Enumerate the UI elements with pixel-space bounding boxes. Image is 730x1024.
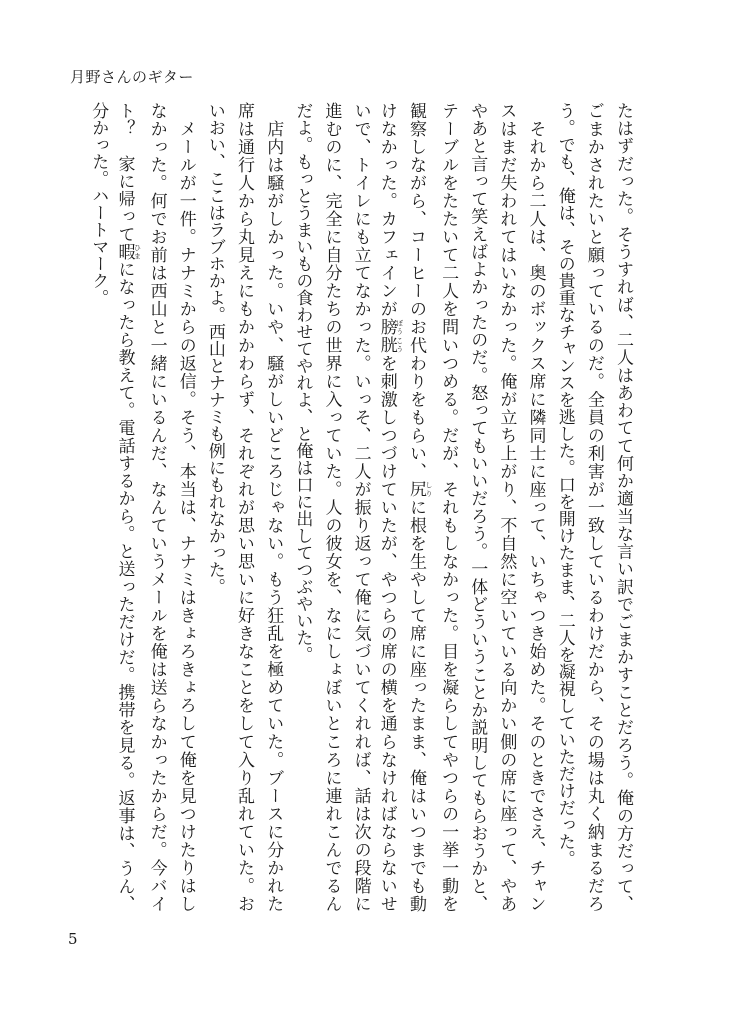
text-line bbox=[171, 102, 200, 912]
text-line bbox=[462, 102, 491, 912]
running-title: 月野さんのギター bbox=[70, 68, 194, 86]
text-segment: だよ。もっとうまいもの食わせてやれよ、と俺は口に出してつぶやいた。 bbox=[292, 102, 313, 663]
text-segment: いおい、ここはラブホかよ。西山とナナミも例にもれなかった。 bbox=[204, 102, 225, 595]
ruby-base: 尻 bbox=[405, 480, 426, 499]
text-line bbox=[83, 102, 112, 912]
text-line bbox=[258, 102, 287, 912]
text-line bbox=[317, 102, 346, 912]
text-segment: を刺激しつづけていたが、やつらの席の横を通らなければならないせ bbox=[376, 354, 397, 913]
ruby-reading: ぼうこう bbox=[395, 318, 404, 354]
text-line bbox=[404, 102, 433, 912]
text-line bbox=[491, 102, 520, 912]
text-segment: 席は通行人から丸見えにもかかわらず、それぞれが思い思いに好きなことをして入り乱れていた。お bbox=[234, 102, 255, 912]
vertical-text-body bbox=[0, 102, 730, 914]
ruby-base: 暇 bbox=[114, 242, 135, 261]
text-segment: なかった。何でお前は西山と一緒にいるんだ、なんていうメールを俺は送らなかったからだ。今バイ bbox=[146, 102, 167, 912]
text-line bbox=[433, 102, 462, 912]
text-segment: 観察しながら、コーヒーのお代わりをもらい、 bbox=[405, 102, 426, 481]
text-line bbox=[521, 102, 550, 912]
text-segment: たはずだった。そうすれば、二人はあわてて何か適当な言い訳でごまかすことだろう。俺の方だって、 bbox=[613, 102, 633, 912]
text-segment: メールが一件。ナナミからの返信。そう、本当は、ナナミはきょろきょろして俺を見つけたりはし bbox=[175, 102, 196, 912]
text-segment: う。でも、俺は、その貴重なチャンスを逃した。口を開けたまま、二人を凝視していただけだった。 bbox=[554, 102, 575, 867]
ruby-annotated-word bbox=[405, 480, 433, 499]
ruby-reading: しり bbox=[424, 480, 433, 498]
text-line bbox=[112, 102, 141, 912]
text-segment: ごまかされたいと願っているのだ。全員の利害が一致しているわけだから、その場は丸く納まるだろ bbox=[583, 102, 604, 912]
ruby-reading: ひま bbox=[133, 242, 142, 260]
text-segment: になったら教えて。電話するから。と送っただけだ。携帯を見る。返事は、うん、 bbox=[114, 260, 135, 913]
text-segment: いで、トイレにも立てなかった。いっそ、二人が振り返って俺に気づいてくれれば、話は次の段階に bbox=[350, 102, 371, 912]
text-line bbox=[200, 102, 229, 912]
ruby-annotated-word bbox=[376, 318, 404, 355]
text-segment: に根を生やして席に座ったまま、俺はいつまでも動 bbox=[405, 498, 426, 913]
text-segment: スはまだ失われてはいなかった。俺が立ち上がり、不自然に空いている向かい側の席に座って、やあ bbox=[496, 102, 517, 912]
text-segment: それから二人は、奥のボックス席に隣同士に座って、いちゃつき始めた。そのときでさえ、チャン bbox=[525, 102, 546, 912]
ruby-annotated-word bbox=[114, 242, 142, 261]
text-segment: 店内は騒がしかった。いや、騒がしいどころじゃない。もう狂乱を極めていた。ブースに分かれた bbox=[263, 102, 284, 912]
text-segment: けなかった。カフェインが bbox=[376, 102, 397, 319]
text-segment: テーブルをたたいて二人を問いつめる。だが、それもしなかった。目を凝らしてやつらの一挙一動を bbox=[438, 102, 459, 912]
ruby-base: 膀胱 bbox=[376, 318, 397, 355]
text-line bbox=[550, 102, 579, 912]
page-number: 5 bbox=[68, 930, 78, 948]
text-segment: 分かった。ハートマーク。 bbox=[88, 102, 109, 306]
text-line bbox=[287, 102, 316, 912]
text-line bbox=[375, 102, 404, 912]
text-line bbox=[346, 102, 375, 912]
text-segment: 進むのに、完全に自分たちの世界に入っていた。人の彼女を、なにしょぼいところに連れこんでるん bbox=[321, 102, 342, 912]
text-segment: やあと言って笑えばよかったのだ。怒ってもいいだろう。一体どういうことか説明してもらおうかと、 bbox=[467, 102, 488, 912]
text-segment: ト？ 家に帰って bbox=[114, 102, 135, 243]
text-line bbox=[608, 102, 637, 912]
text-line bbox=[142, 102, 171, 912]
text-line bbox=[229, 102, 258, 912]
text-line bbox=[579, 102, 608, 912]
